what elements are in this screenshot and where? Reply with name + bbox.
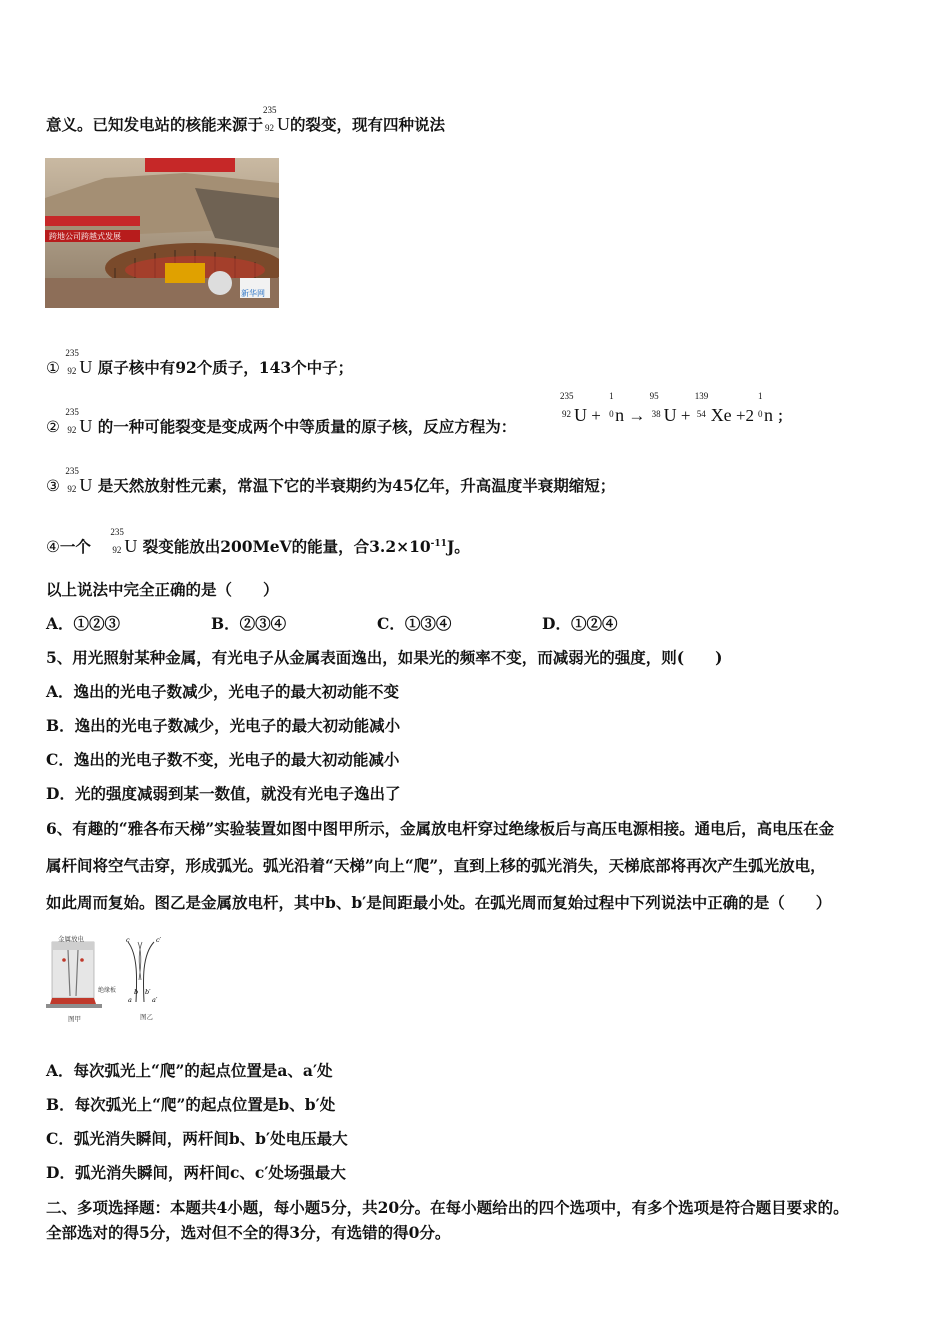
svg-text:b′: b′	[145, 988, 151, 996]
q4-stem: 以上说法中完全正确的是（ ）	[46, 580, 279, 599]
q5-option-b[interactable]: B．逸出的光电子数减少，光电子的最大初动能减小	[46, 716, 401, 735]
section2-line-1: 二、多项选择题：本题共4小题，每小题5分，共20分。在每小题给出的四个选项中，有多个选项是符合题目要求的。	[46, 1198, 849, 1217]
q6-option-d[interactable]: D．弧光消失瞬间，两杆间c、c′处场强最大	[46, 1163, 346, 1182]
reaction-arrow: →	[628, 406, 646, 425]
construction-photo	[45, 158, 279, 308]
q5-option-d[interactable]: D．光的强度减弱到某一数值，就没有光电子逸出了	[46, 784, 401, 803]
q4-option-c[interactable]: C．①③④	[377, 614, 452, 633]
intro-line	[46, 105, 446, 137]
statement-1: ① 235 92 U 原子核中有92个质子，143个中子；	[46, 356, 353, 380]
svg-text:a: a	[128, 996, 132, 1004]
statement-4: ④一个 235 92 U 裂变能放出200MeV的能量，合$3.2\times 10^{-11}J$。	[46, 533, 470, 559]
photo-banner-text: 跨地公司跨越式发展	[49, 232, 121, 241]
statement-3: ③ 235 92 U 是天然放射性元素，常温下它的半衰期约为45亿年，升高温度半衰期缩短；	[46, 474, 615, 498]
q5-option-c[interactable]: C．逸出的光电子数不变，光电子的最大初动能减小	[46, 750, 400, 769]
nuclide-u235: 235 92 U	[65, 407, 93, 436]
q4-option-a[interactable]: A．①②③	[46, 614, 121, 633]
svg-text:图甲: 图甲	[68, 1015, 81, 1023]
svg-text:c′: c′	[156, 936, 162, 944]
statement-2: ② 235 92 U 的一种可能裂变是变成两个中等质量的原子核，反应方程为：	[46, 415, 516, 439]
svg-text:金属放电: 金属放电	[58, 935, 84, 943]
intro-text: 意义。已知发电站的核能来源于	[46, 115, 264, 134]
intro-text-post: 的裂变，现有四种说法	[290, 115, 446, 134]
photo-watermark: 新华网	[241, 289, 265, 298]
svg-text:绝缘板: 绝缘板	[98, 987, 117, 994]
nuclide-u235: 235 92 U	[263, 105, 291, 134]
q6-option-a[interactable]: A．每次弧光上“爬”的起点位置是a、a′处	[46, 1061, 333, 1080]
q6-option-c[interactable]: C．弧光消失瞬间，两杆间b、b′处电压最大	[46, 1129, 348, 1148]
q6-stem-line-1: 6、有趣的“雅各布天梯”实验装置如图中图甲所示，金属放电杆穿过绝缘板后与高压电源相接。通电后，高电压在金	[46, 819, 835, 838]
svg-text:c: c	[126, 936, 130, 944]
nuclide-u235: 235 92 U	[65, 466, 93, 495]
reaction-equation: 235 92 U + 1 0 n → 95 38 U + 139 54 Xe +2 1 0 n ；	[560, 391, 792, 425]
q5-stem: 5、用光照射某种金属，有光电子从金属表面逸出，如果光的频率不变，而减弱光的强度，则( )	[46, 648, 723, 667]
svg-text:a′: a′	[152, 996, 158, 1004]
nuclide-u235: 235 92 U	[110, 527, 138, 557]
q4-option-d[interactable]: D．①②④	[542, 614, 618, 633]
q4-option-b[interactable]: B．②③④	[211, 614, 287, 633]
svg-text:图乙: 图乙	[140, 1013, 153, 1021]
jacob-ladder-figure	[46, 930, 186, 1030]
section2-line-2: 全部选对的得5分，选对但不全的得3分，有选错的得0分。	[46, 1223, 451, 1242]
nuclide-u235: 235 92 U	[65, 348, 93, 377]
q6-option-b[interactable]: B．每次弧光上“爬”的起点位置是b、b′处	[46, 1095, 336, 1114]
q5-option-a[interactable]: A．逸出的光电子数减少，光电子的最大初动能不变	[46, 682, 400, 701]
q6-stem-line-3: 如此周而复始。图乙是金属放电杆，其中b、b′是间距最小处。在弧光周而复始过程中下列说法中正确的是（ ）	[46, 893, 832, 912]
svg-text:b: b	[134, 988, 139, 996]
q6-stem-line-2: 属杆间将空气击穿，形成弧光。弧光沿着“天梯”向上“爬”，直到上移的弧光消失，天梯底部将再次产生弧光放电，	[46, 856, 826, 875]
